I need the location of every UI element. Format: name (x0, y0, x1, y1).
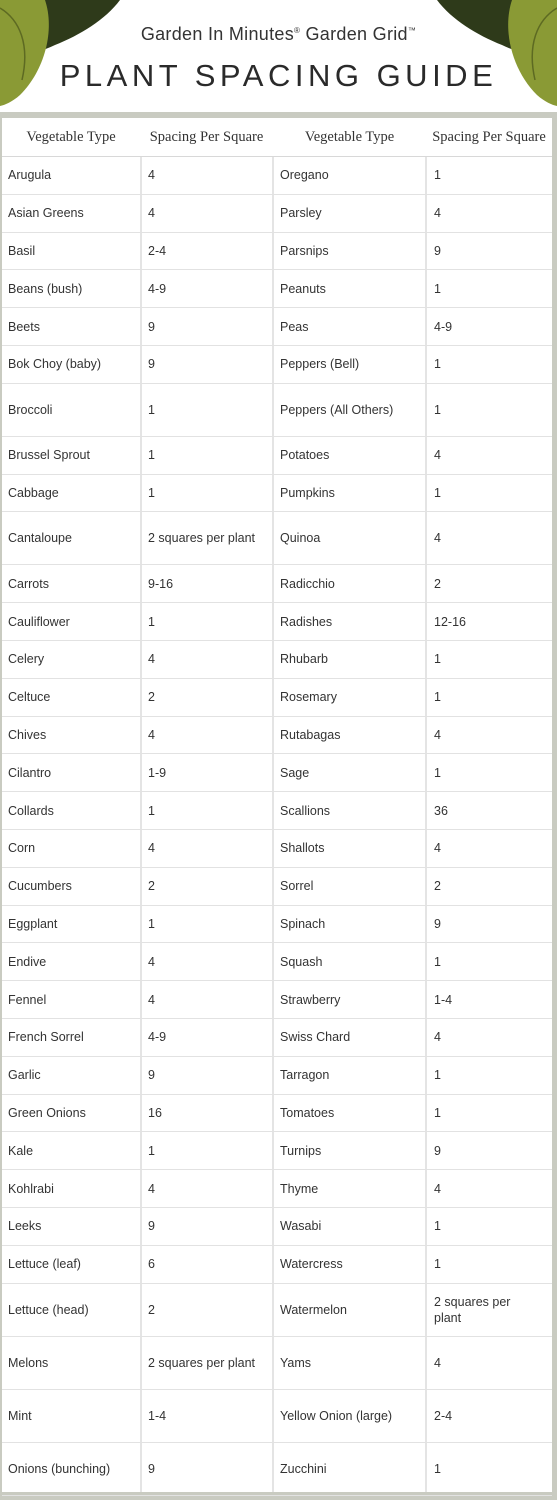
table-body (2, 157, 552, 1496)
brand-suffix: Garden Grid (300, 24, 408, 44)
table-row (2, 233, 552, 271)
spacing-cell: 4 (434, 1030, 441, 1045)
vegetable-cell: Tarragon (280, 1068, 330, 1083)
vegetable-cell: Collards (8, 803, 54, 818)
column-header: Vegetable Type (304, 129, 395, 145)
spacing-cell: 2 (148, 690, 155, 705)
vegetable-cell: Watercress (280, 1257, 343, 1272)
vegetable-cell: Basil (8, 243, 36, 258)
vegetable-cell: Cabbage (8, 485, 59, 500)
spacing-cell: 1 (434, 1257, 441, 1272)
table-row (2, 437, 552, 475)
vegetable-cell: Leeks (8, 1219, 42, 1234)
page-title: PLANT SPACING GUIDE (59, 58, 498, 93)
spacing-cell: 9 (148, 1461, 155, 1476)
vegetable-cell: Chives (8, 727, 47, 742)
vegetable-cell: Melons (8, 1355, 49, 1370)
table-row (2, 906, 552, 944)
vegetable-cell: Parsley (280, 206, 322, 221)
vegetable-cell: Cantaloupe (8, 531, 72, 546)
spacing-cell: 2 squares per plant (148, 1355, 256, 1370)
spacing-cell: 1 (148, 402, 155, 417)
vegetable-cell: Zucchini (280, 1461, 327, 1476)
column-header: Spacing Per Square (149, 129, 264, 145)
vegetable-cell: Swiss Chard (280, 1030, 351, 1045)
brand-line (0, 24, 557, 45)
vegetable-cell: Mint (8, 1408, 32, 1423)
table-row (2, 384, 552, 437)
spacing-cell: 4 (148, 992, 155, 1007)
vegetable-cell: Rosemary (280, 690, 337, 705)
spacing-cell: 9 (434, 916, 441, 931)
spacing-cell: 4 (434, 1355, 441, 1370)
table-row (2, 1443, 552, 1496)
vegetable-cell: Beans (bush) (8, 281, 83, 296)
vegetable-cell: Corn (8, 841, 36, 856)
vegetable-cell: Yellow Onion (large) (280, 1408, 393, 1423)
spacing-cell: 4 (434, 1181, 441, 1196)
spacing-cell: 1 (434, 485, 441, 500)
vegetable-cell: Eggplant (8, 916, 58, 931)
table-row (2, 1246, 552, 1284)
spacing-cell: 1 (148, 916, 155, 931)
vegetable-cell: Scallions (280, 803, 331, 818)
table-row (2, 1019, 552, 1057)
table-row (2, 792, 552, 830)
vegetable-cell: Cilantro (8, 765, 52, 780)
table-row (2, 270, 552, 308)
table-row (2, 641, 552, 679)
spacing-cell: 2 (434, 879, 441, 894)
vegetable-cell: Fennel (8, 992, 47, 1007)
vegetable-cell: Peppers (Bell) (280, 357, 360, 372)
spacing-cell: 4 (434, 841, 441, 856)
vegetable-cell: Strawberry (280, 992, 341, 1007)
spacing-cell: 1 (148, 803, 155, 818)
registered-mark: ® (294, 26, 301, 35)
vegetable-cell: Turnips (280, 1143, 322, 1158)
spacing-cell: 12-16 (434, 614, 466, 629)
vegetable-cell: Radishes (280, 614, 333, 629)
spacing-cell: 2 (148, 879, 155, 894)
vegetable-cell: Rhubarb (280, 652, 328, 667)
vegetable-cell: Beets (8, 319, 40, 334)
spacing-cell: 1-9 (148, 765, 167, 780)
vegetable-cell: Pumpkins (280, 485, 335, 500)
spacing-cell: 4 (148, 206, 155, 221)
vegetable-cell: Spinach (280, 916, 326, 931)
vegetable-cell: Kale (8, 1143, 34, 1158)
table-row (2, 981, 552, 1019)
spacing-cell: 9 (148, 357, 155, 372)
spacing-cell: 4 (148, 841, 155, 856)
table-row (2, 1208, 552, 1246)
vegetable-cell: Shallots (280, 841, 325, 856)
vegetable-cell: Thyme (280, 1181, 319, 1196)
table-header-row (2, 118, 552, 157)
spacing-cell: 1 (148, 485, 155, 500)
spacing-cell: 2 (434, 576, 441, 591)
spacing-cell: 2 squares per plant (148, 531, 256, 546)
spacing-cell: 2-4 (434, 1408, 453, 1423)
column-header: Vegetable Type (26, 129, 116, 145)
spacing-cell: 1 (434, 954, 441, 969)
spacing-cell: 1 (434, 1219, 441, 1234)
vegetable-cell: French Sorrel (8, 1030, 84, 1045)
spacing-cell: 9 (434, 243, 441, 258)
spacing-cell: 4 (434, 727, 441, 742)
vegetable-cell: Celery (8, 652, 45, 667)
vegetable-cell: Lettuce (head) (8, 1302, 89, 1317)
spacing-cell: 4 (434, 448, 441, 463)
spacing-cell: 1 (148, 614, 155, 629)
column-header: Spacing Per Square (432, 129, 546, 145)
vegetable-cell: Peanuts (280, 281, 326, 296)
vegetable-cell: Cucumbers (8, 879, 72, 894)
spacing-cell: 1 (434, 402, 441, 417)
vegetable-cell: Asian Greens (8, 206, 84, 221)
table-row (2, 565, 552, 603)
vegetable-cell: Onions (bunching) (8, 1461, 111, 1476)
vegetable-cell: Watermelon (280, 1302, 347, 1317)
vegetable-cell: Yams (280, 1355, 312, 1370)
vegetable-cell: Squash (280, 954, 323, 969)
table-row (2, 157, 552, 195)
spacing-cell: 1 (434, 1461, 441, 1476)
leaf-decoration-left-icon (0, 0, 120, 112)
vegetable-cell: Tomatoes (280, 1105, 335, 1120)
vegetable-cell: Radicchio (280, 576, 335, 591)
spacing-cell: 1-4 (434, 992, 453, 1007)
spacing-cell: 2-4 (148, 243, 167, 258)
spacing-cell: 4 (148, 954, 155, 969)
table-row (2, 943, 552, 981)
table-row (2, 830, 552, 868)
spacing-cell: 16 (148, 1105, 162, 1120)
spacing-cell: 9 (434, 1143, 441, 1158)
spacing-cell: 4-9 (148, 281, 167, 296)
spacing-cell: 1 (434, 1068, 441, 1083)
spacing-cell: 6 (148, 1257, 155, 1272)
vegetable-cell: Broccoli (8, 402, 53, 417)
spacing-cell: 1-4 (148, 1408, 167, 1423)
vegetable-cell: Rutabagas (280, 727, 341, 742)
vegetable-cell: Brussel Sprout (8, 448, 90, 463)
table-row (2, 868, 552, 906)
table-row (2, 1132, 552, 1170)
spacing-cell: 4 (148, 727, 155, 742)
spacing-cell: 4 (148, 1181, 155, 1196)
vegetable-cell: Celtuce (8, 690, 51, 705)
vegetable-cell: Potatoes (280, 448, 330, 463)
vegetable-cell: Garlic (8, 1068, 41, 1083)
spacing-cell: 1 (434, 765, 441, 780)
vegetable-cell: Endive (8, 954, 47, 969)
table-row (2, 1095, 552, 1133)
vegetable-cell: Wasabi (280, 1219, 322, 1234)
table-row (2, 1170, 552, 1208)
spacing-cell: 4 (148, 652, 155, 667)
table-row (2, 1390, 552, 1443)
page-header (0, 0, 557, 112)
table-row (2, 346, 552, 384)
spacing-cell: 1 (434, 690, 441, 705)
vegetable-cell: Green Onions (8, 1105, 86, 1120)
table-row (2, 717, 552, 755)
table-row (2, 1337, 552, 1390)
spacing-cell: 9-16 (148, 576, 174, 591)
spacing-cell: 36 (434, 803, 448, 818)
spacing-cell: 4 (148, 168, 155, 183)
trademark-mark: ™ (407, 26, 417, 35)
spacing-table (2, 118, 552, 1492)
spacing-cell: 9 (148, 319, 155, 334)
spacing-cell: 4 (434, 531, 441, 546)
spacing-cell: 4 (434, 206, 441, 221)
table-row (2, 754, 552, 792)
table-row (2, 475, 552, 513)
spacing-cell: 4-9 (148, 1030, 167, 1045)
spacing-cell: 4-9 (434, 319, 453, 334)
spacing-cell: 9 (148, 1068, 155, 1083)
brand-prefix: Garden In Minutes (140, 24, 294, 44)
vegetable-cell: Cauliflower (8, 614, 70, 629)
vegetable-cell: Bok Choy (baby) (8, 357, 102, 372)
table-row (2, 195, 552, 233)
vegetable-cell: Carrots (8, 576, 49, 591)
table-row (2, 603, 552, 641)
vegetable-cell: Sage (280, 765, 310, 780)
vegetable-cell: Oregano (280, 168, 329, 183)
spacing-cell: 2 (148, 1302, 155, 1317)
table-frame (0, 112, 557, 1500)
vegetable-cell: Quinoa (280, 531, 321, 546)
vegetable-cell: Sorrel (280, 879, 314, 894)
table-row (2, 308, 552, 346)
vegetable-cell: Peas (280, 319, 309, 334)
vegetable-cell: Peppers (All Others) (280, 402, 394, 417)
table-row (2, 512, 552, 565)
spacing-cell: 1 (434, 1105, 441, 1120)
leaf-decoration-right-icon (437, 0, 557, 112)
table-row (2, 1057, 552, 1095)
vegetable-cell: Arugula (8, 168, 52, 183)
spacing-cell: 1 (148, 1143, 155, 1158)
spacing-cell: 1 (434, 168, 441, 183)
spacing-cell: 1 (148, 448, 155, 463)
vegetable-cell: Parsnips (280, 243, 329, 258)
vegetable-cell: Lettuce (leaf) (8, 1257, 81, 1272)
spacing-cell: 1 (434, 357, 441, 372)
vegetable-cell: Kohlrabi (8, 1181, 54, 1196)
table-row (2, 1284, 552, 1337)
spacing-cell: 1 (434, 652, 441, 667)
spacing-cell: 2 squares per plant (434, 1294, 511, 1325)
spacing-cell: 1 (434, 281, 441, 296)
table-row (2, 679, 552, 717)
spacing-cell: 9 (148, 1219, 155, 1234)
